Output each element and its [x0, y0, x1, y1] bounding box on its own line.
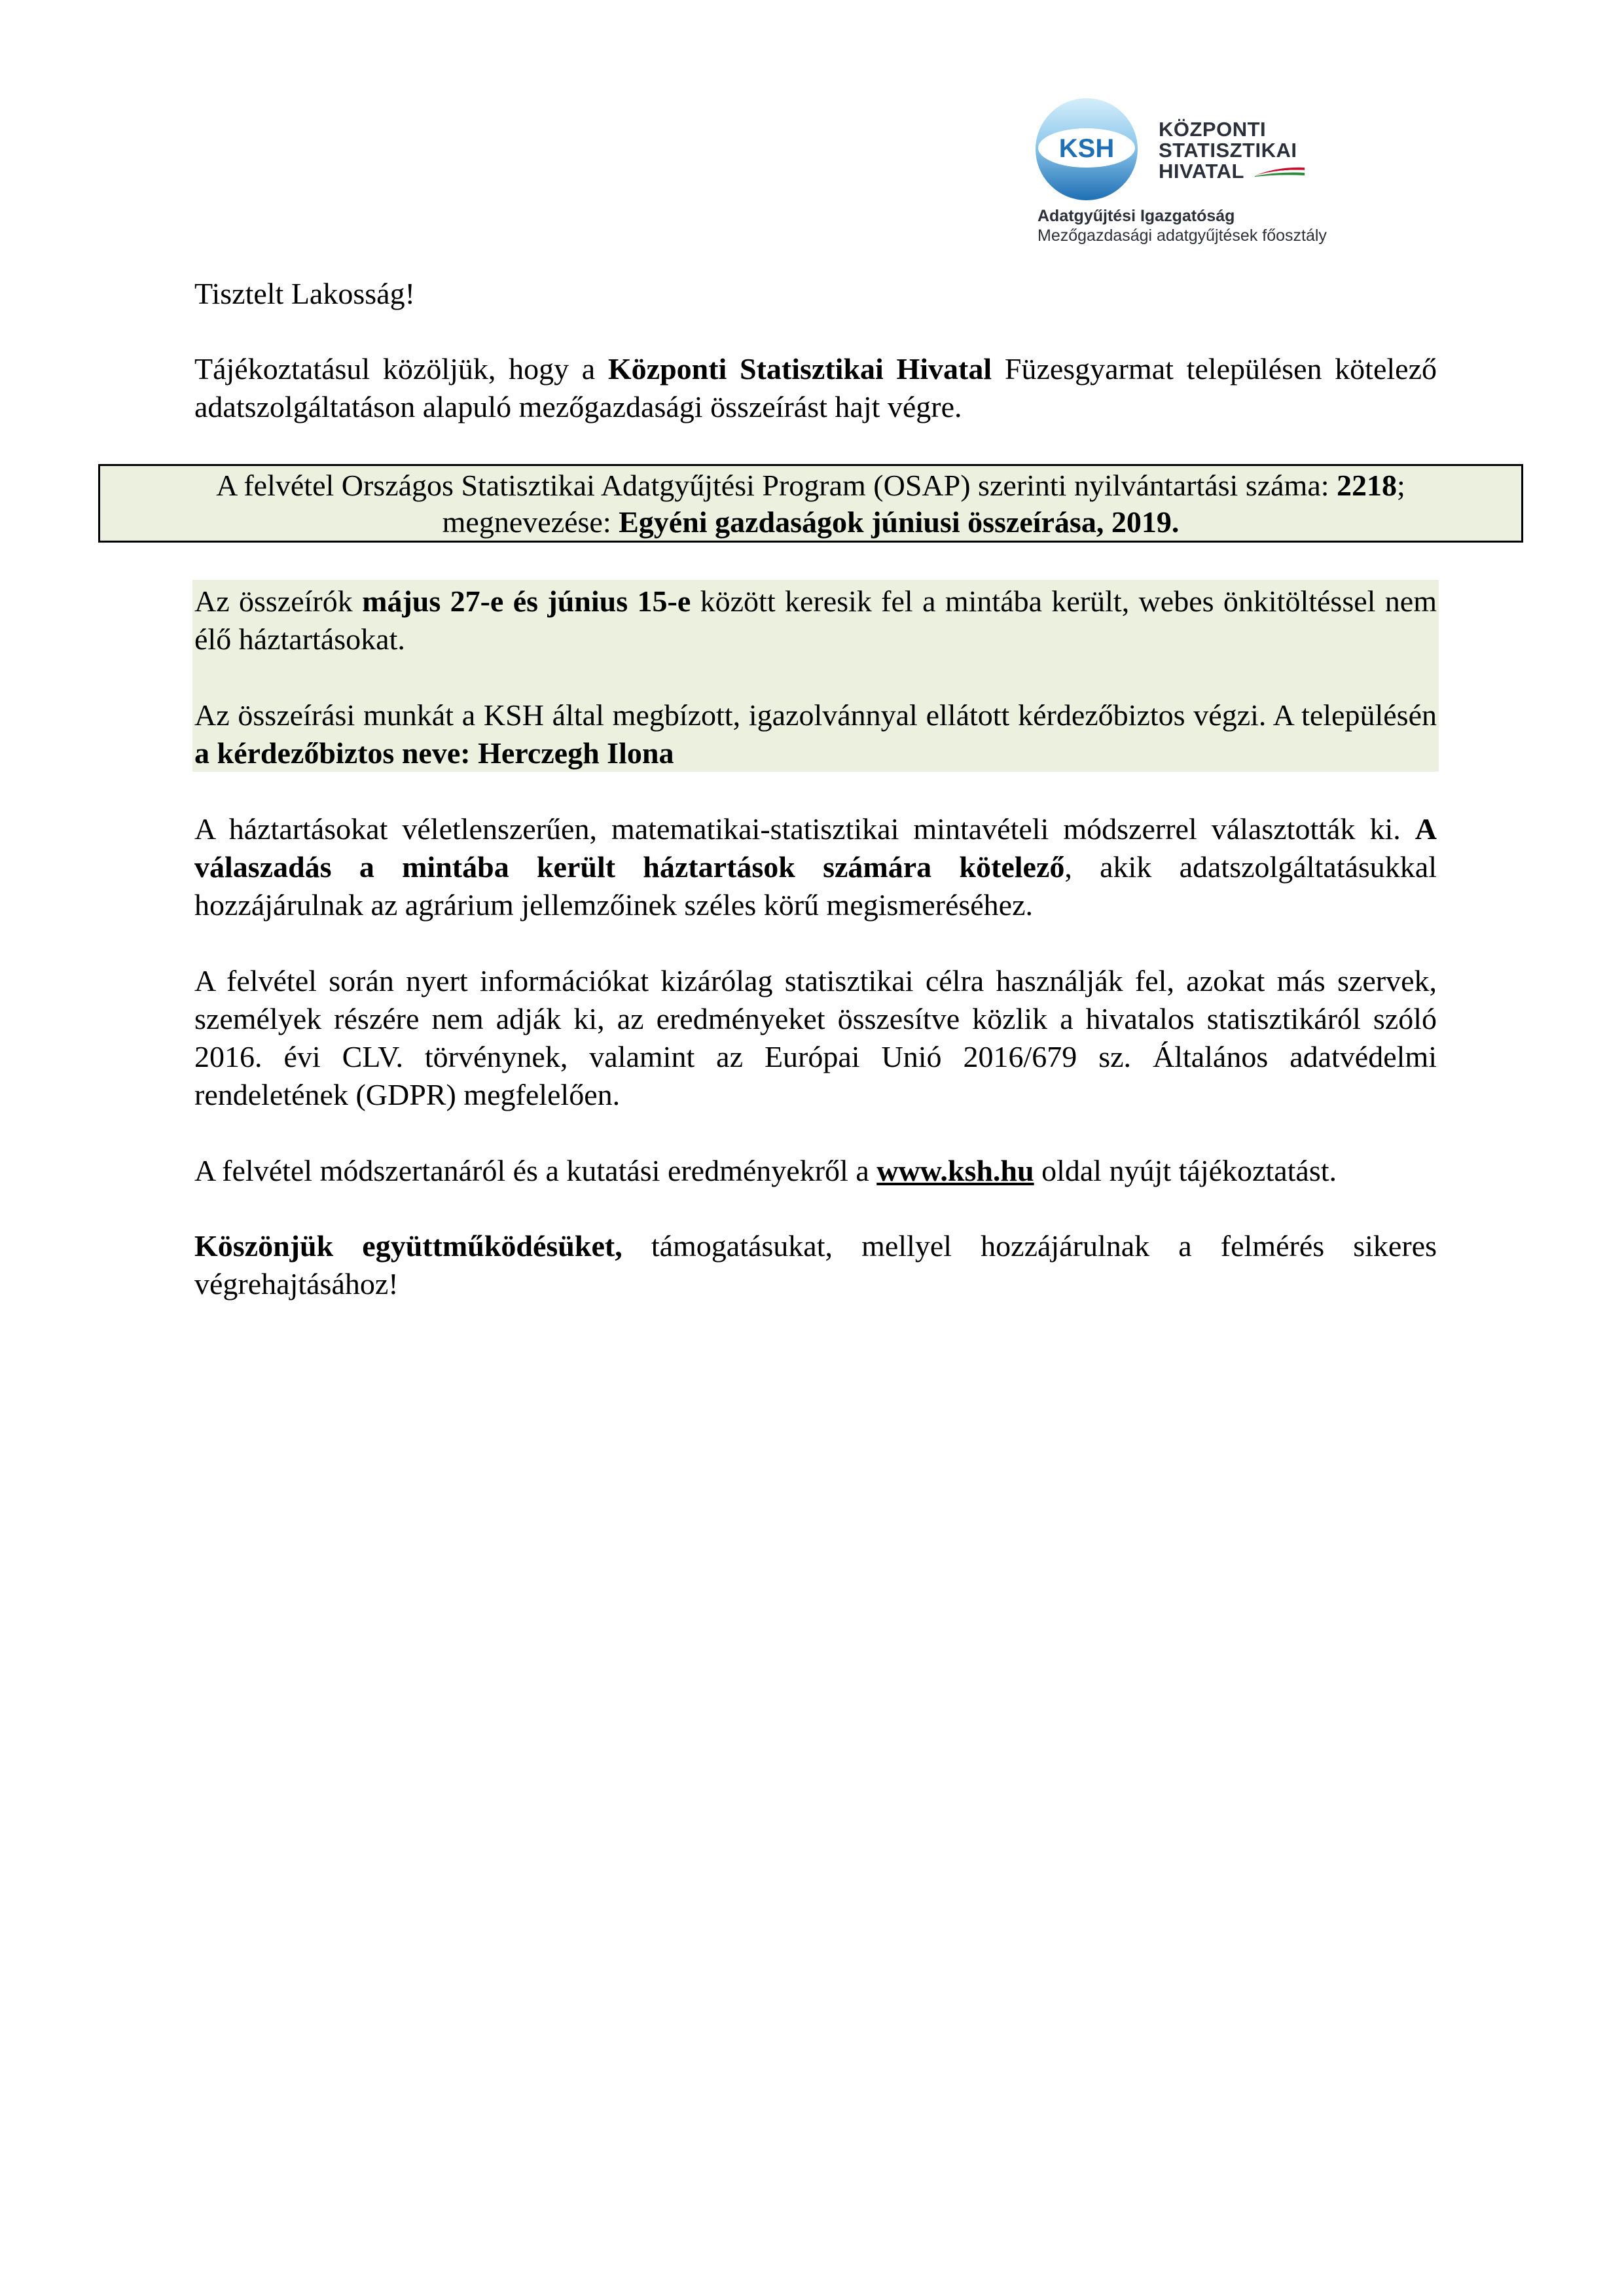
- thanks-bold: Köszönjük együttműködésüket,: [194, 1229, 623, 1263]
- osap-info-box: [98, 464, 1523, 543]
- ksh-logo-icon: [1034, 97, 1139, 202]
- sample-text: A háztartásokat véletlenszerűen, matematikai-statisztikai mintavételi módszerrel választották ki.: [194, 812, 1415, 846]
- thanks-paragraph: [194, 1227, 1437, 1303]
- osap-line1: [100, 467, 1521, 504]
- logo-abbr: KSH: [1058, 134, 1115, 163]
- osap-line2: [100, 504, 1521, 541]
- intro-text: Tájékoztatásul közöljük, hogy a: [194, 352, 608, 386]
- intro-text-end: Füzesgyarmat településen kötelező adatszolgáltatáson alapuló mezőgazdasági összeírást hajt végre.: [194, 352, 1437, 423]
- osap-label: A felvétel Országos Statisztikai Adatgyűjtési Program (OSAP) szerinti nyilvántartási száma:: [216, 469, 1337, 502]
- enumerator-paragraph: [194, 696, 1437, 772]
- osap-name-label: megnevezése:: [442, 505, 619, 539]
- logo-name-line2: STATISZTIKAI: [1159, 139, 1297, 162]
- enumerator-text: Az összeírási munkát a KSH által megbízott, igazolvánnyal ellátott kérdezőbiztos végzi. A településén: [194, 698, 1437, 732]
- dates-text-end: között keresik fel a mintába került, webes önkitöltéssel nem élő háztartásokat.: [194, 584, 1437, 656]
- intro-bold-agency: Központi Statisztikai Hivatal: [607, 352, 992, 386]
- methodology-text: A felvétel módszertanáról és a kutatási eredményekről a: [194, 1154, 877, 1187]
- sample-bold: A válaszadás a mintába került háztartások számára kötelező: [194, 812, 1437, 884]
- dept-line2: Mezőgazdasági adatgyűjtések főosztály: [1038, 226, 1327, 245]
- sample-paragraph: [194, 810, 1437, 924]
- osap-survey-name: Egyéni gazdaságok júniusi összeírása, 2019.: [619, 505, 1180, 539]
- logo-name-line3: HIVATAL: [1159, 160, 1244, 183]
- intro-paragraph: [194, 350, 1437, 426]
- methodology-paragraph: [194, 1152, 1437, 1190]
- dates-paragraph: [194, 583, 1437, 658]
- hungarian-flag-swoosh-icon: [1254, 165, 1306, 177]
- ksh-website-link[interactable]: www.ksh.hu: [876, 1154, 1034, 1187]
- thanks-text: támogatásukat, mellyel hozzájárulnak a felmérés sikeres végrehajtásához!: [194, 1229, 1437, 1300]
- data-protection-paragraph: A felvétel során nyert információkat kizárólag statisztikai célra használják fel, azokat más szervek, személyek részére nem adják ki, az eredményeket összesítve közlik a hivatalos statisztikáról szóló 2016. évi CLV. törvénynek, valamint az Európai Unió 2016/679 sz. Általános adatvédelmi rendeletének (GDPR) megfelelően.: [194, 964, 1437, 1111]
- dates-text: Az összeírók: [194, 584, 363, 618]
- greeting: Tisztelt Lakosság!: [194, 277, 415, 310]
- osap-semicolon: ;: [1397, 469, 1405, 502]
- dates-bold: május 27-e és június 15-e: [362, 584, 691, 618]
- sample-text-end: , akik adatszolgáltatásukkal hozzájárulnak az agrárium jellemzőinek széles körű megismeréséhez.: [194, 850, 1437, 922]
- methodology-text-end: oldal nyújt tájékoztatást.: [1034, 1154, 1337, 1187]
- department-info: [1038, 206, 1327, 245]
- osap-number: 2218: [1337, 469, 1398, 502]
- logo-name-line1: KÖZPONTI: [1159, 118, 1267, 141]
- ksh-logo-block: [962, 92, 1434, 268]
- dept-line1: Adatgyűjtési Igazgatóság: [1038, 207, 1235, 225]
- enumerator-name: a kérdezőbiztos neve: Herczegh Ilona: [194, 736, 674, 770]
